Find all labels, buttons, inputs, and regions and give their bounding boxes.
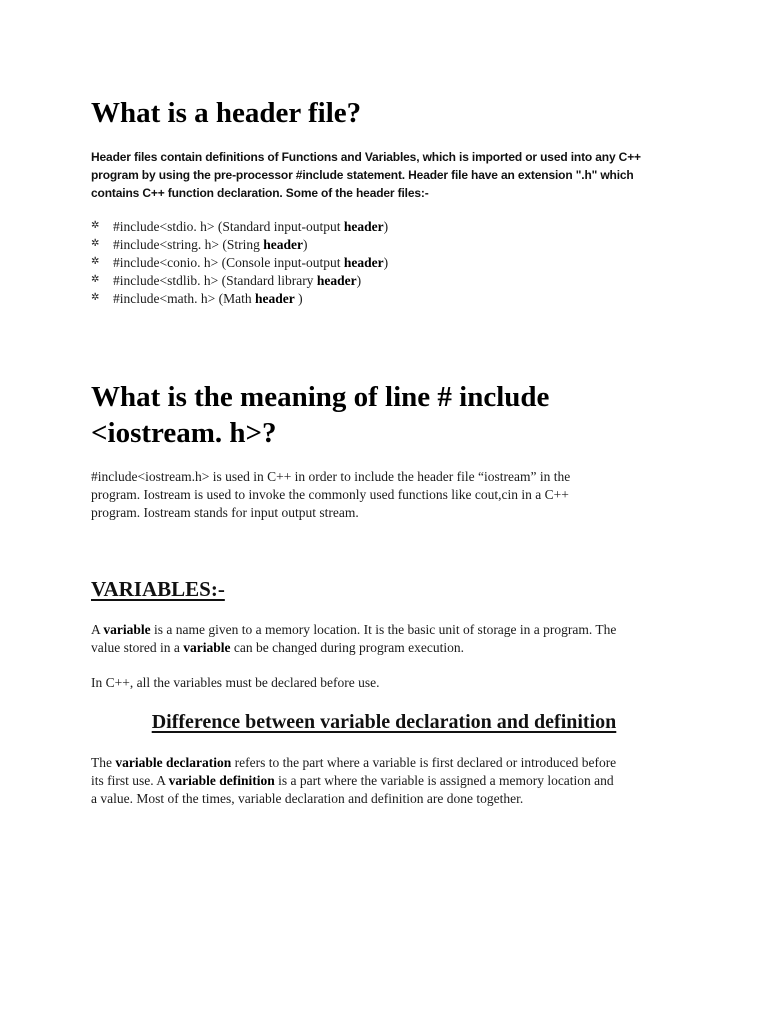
paragraph-line: value stored in a variable can be changed during program execution. <box>91 640 465 655</box>
paragraph-line: a value. Most of the times, variable declaration and definition are done together. <box>91 791 524 806</box>
variable-paragraph <box>91 621 691 657</box>
header-file-intro <box>91 148 691 202</box>
heading-declaration-vs-definition: Difference between variable declaration and definition <box>151 711 617 733</box>
star-bullet-icon: ✲ <box>91 238 100 249</box>
paragraph-line: program. Iostream stands for input output stream. <box>91 505 359 520</box>
paragraph-line: program. Iostream is used to invoke the commonly used functions like cout,cin in a C++ <box>91 487 569 502</box>
star-bullet-icon: ✲ <box>91 274 100 285</box>
intro-line: program by using the pre-processor #include statement. Header file have an extension ".h" which <box>91 168 634 182</box>
heading-line: What is the meaning of line # include <box>91 381 550 413</box>
iostream-paragraph <box>91 468 691 522</box>
declaration-note: In C++, all the variables must be declared before use. <box>91 675 380 690</box>
list-item: ✲ #include<conio. h> (Console input-output header) <box>91 255 389 270</box>
star-bullet-icon: ✲ <box>91 220 100 231</box>
paragraph-line: The variable declaration refers to the part where a variable is first declared or introduced before <box>91 755 617 770</box>
list-item: ✲ #include<stdlib. h> (Standard library header) <box>91 273 362 288</box>
list-item: ✲ #include<stdio. h> (Standard input-output header) <box>91 219 389 234</box>
star-bullet-icon: ✲ <box>91 256 100 267</box>
heading-variables: VARIABLES:- <box>91 577 225 601</box>
intro-line: Header files contain definitions of Functions and Variables, which is imported or used into any C++ <box>91 150 641 164</box>
paragraph-line: A variable is a name given to a memory location. It is the basic unit of storage in a program. The <box>91 622 617 637</box>
declaration-definition-paragraph <box>91 754 691 808</box>
star-bullet-icon: ✲ <box>91 292 100 303</box>
list-item: ✲ #include<string. h> (String header) <box>91 237 308 252</box>
heading-line: <iostream. h>? <box>91 417 277 449</box>
list-item: ✲ #include<math. h> (Math header ) <box>91 291 303 306</box>
heading-include-meaning <box>91 379 691 451</box>
intro-line: contains C++ function declaration. Some of the header files:- <box>91 186 429 200</box>
heading-header-file: What is a header file? <box>91 97 362 129</box>
header-file-list <box>91 218 691 308</box>
paragraph-line: its first use. A variable definition is a part where the variable is assigned a memory location and <box>91 773 614 788</box>
paragraph-line: #include<iostream.h> is used in C++ in order to include the header file “iostream” in the <box>91 469 571 484</box>
